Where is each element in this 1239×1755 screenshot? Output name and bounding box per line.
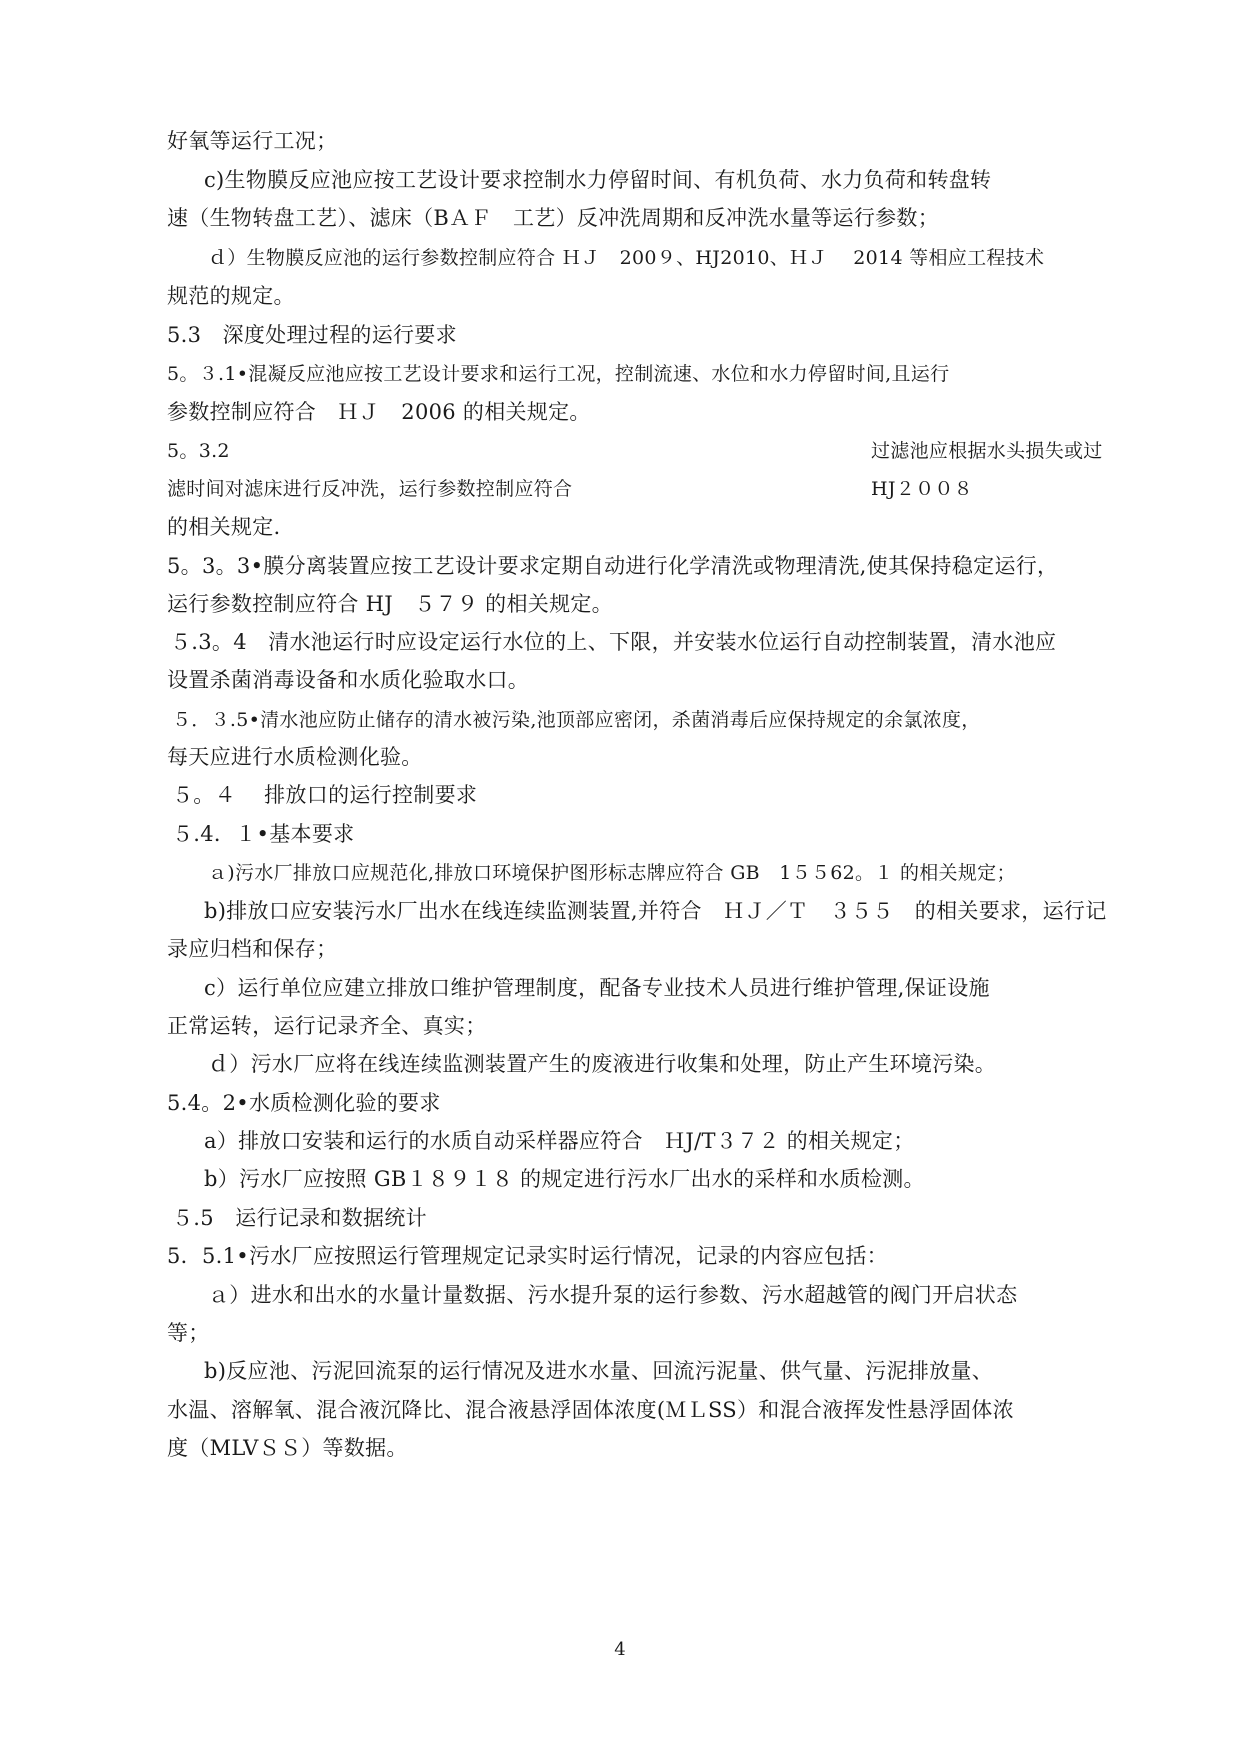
text-line: 过滤池应根据水头损失或过 <box>871 440 1103 462</box>
text-line: 5。3。3•膜分离装置应按工艺设计要求定期自动进行化学清洗或物理清洗,使其保持稳定运行， <box>167 554 1059 578</box>
text-line: 5．5.1•污水厂应按照运行管理规定记录实时运行情况，记录的内容应包括： <box>167 1244 888 1268</box>
text-line: b)排放口应安装污水厂出水在线连续监测装置,并符合 ＨＪ／Ｔ ３５５ 的相关要求，运行记 <box>204 899 1107 923</box>
text-line: 等； <box>167 1321 210 1345</box>
text-line: 运行参数控制应符合 HJ ５７９ 的相关规定。 <box>167 592 613 616</box>
text-line: ｄ）污水厂应将在线连续监测装置产生的废液进行收集和处理，防止产生环境污染。 <box>208 1052 997 1076</box>
text-line: 度（MLVＳＳ）等数据。 <box>167 1436 408 1460</box>
text-line: 录应归档和保存； <box>167 937 338 961</box>
text-line: c)生物膜反应池应按工艺设计要求控制水力停留时间、有机负荷、水力负荷和转盘转 <box>204 168 992 192</box>
text-line: 好氧等运行工况； <box>167 129 338 153</box>
section-heading: ５.5 运行记录和数据统计 <box>172 1206 427 1230</box>
text-line: 每天应进行水质检测化验。 <box>167 745 423 769</box>
text-line: 5。3.2 <box>167 440 230 462</box>
text-line: 参数控制应符合 ＨＪ 2006 的相关规定。 <box>167 400 591 424</box>
text-line: ａ）进水和出水的水量计量数据、污水提升泵的运行参数、污水超越管的阀门开启状态 <box>208 1283 1018 1307</box>
text-line: 速（生物转盘工艺）、滤床（BＡＦ 工艺）反冲洗周期和反冲洗水量等运行参数； <box>167 206 940 230</box>
page-number: 4 <box>614 1639 626 1660</box>
section-heading: ５。４ 排放口的运行控制要求 <box>172 783 478 807</box>
text-line: ５.3。4 清水池运行时应设定运行水位的上、下限，并安装水位运行自动控制装置，清水池应 <box>170 630 1057 654</box>
text-line: ａ)污水厂排放口应规范化,排放口环境保护图形标志牌应符合 GB 1５５62。１ 的相关规定； <box>208 862 1016 884</box>
text-line: HJ２００８ <box>871 478 973 500</box>
text-line: 水温、溶解氧、混合液沉降比、混合液悬浮固体浓度(ＭＬSS）和混合液挥发性悬浮固体浓 <box>167 1398 1014 1422</box>
text-line: 滤时间对滤床进行反冲洗，运行参数控制应符合 <box>167 478 573 500</box>
text-line: b)反应池、污泥回流泵的运行情况及进水水量、回流污泥量、供气量、污泥排放量、 <box>204 1359 994 1383</box>
text-line: 设置杀菌消毒设备和水质化验取水口。 <box>167 668 530 692</box>
text-line: ｄ）生物膜反应池的运行参数控制应符合 ＨＪ 200９、HJ2010、ＨＪ 2014 等相应工程技术 <box>208 247 1045 269</box>
text-line: 正常运转，运行记录齐全、真实； <box>167 1014 487 1038</box>
subsection-heading: 5.4。2•水质检测化验的要求 <box>167 1091 441 1115</box>
text-line: a）排放口安装和运行的水质自动采样器应符合 ＨJ/T３７２ 的相关规定； <box>204 1129 915 1153</box>
section-heading: 5.3 深度处理过程的运行要求 <box>167 323 457 347</box>
text-line: 5。３.1•混凝反应池应按工艺设计要求和运行工况，控制流速、水位和水力停留时间,且运行 <box>167 363 950 385</box>
text-line: c）运行单位应建立排放口维护管理制度，配备专业技术人员进行维护管理,保证设施 <box>204 976 990 1000</box>
subsection-heading: ５.4．１•基本要求 <box>172 822 355 846</box>
text-line: 的相关规定. <box>167 515 281 539</box>
text-line: 规范的规定。 <box>167 284 295 308</box>
text-line: ５．３.5•清水池应防止储存的清水被污染,池顶部应密闭，杀菌消毒后应保持规定的余氯浓度， <box>172 709 981 731</box>
text-line: b）污水厂应按照 GB１８９１８ 的规定进行污水厂出水的采样和水质检测。 <box>204 1167 925 1191</box>
